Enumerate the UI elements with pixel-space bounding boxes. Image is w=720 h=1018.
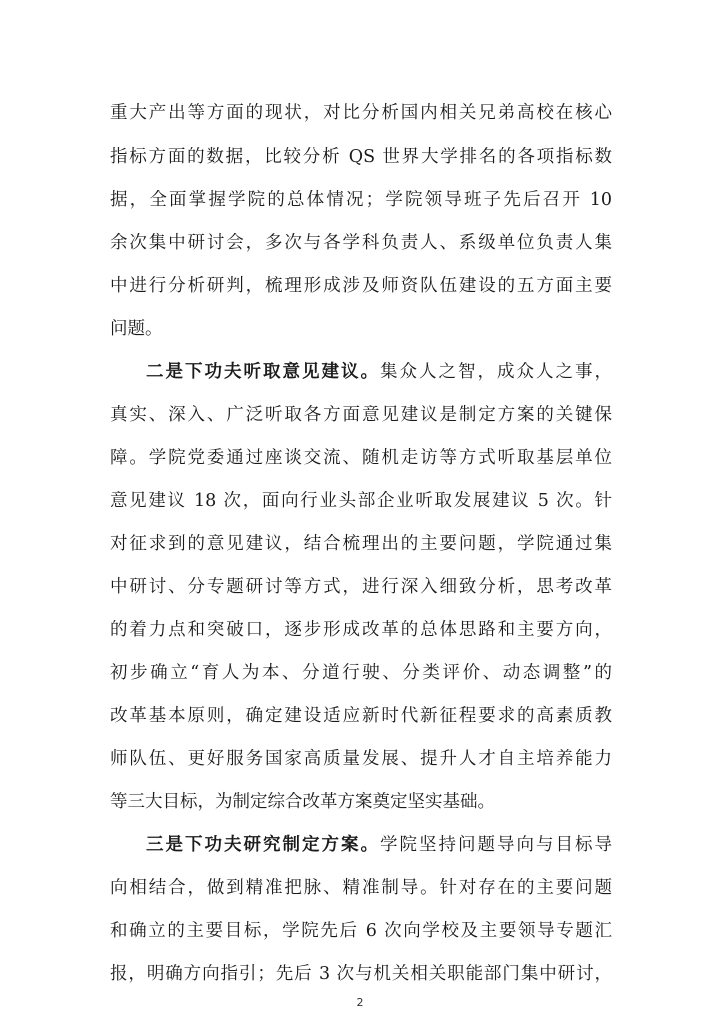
text-line: 报，明确方向指引；先后 3 次与机关相关职能部门集中研讨， xyxy=(110,964,612,984)
text-line: 意见建议 18 次，面向行业头部企业听取发展建议 5 次。针 xyxy=(110,491,612,511)
text-line: 问题。 xyxy=(110,319,163,339)
paragraph-first-line xyxy=(146,359,612,385)
paragraph-heading: 二是下功夫听取意见建议。 xyxy=(146,362,380,382)
paragraph-first-line xyxy=(146,832,612,858)
text-line: 集众人之智，成众人之事， xyxy=(380,362,612,382)
text-line: 和确立的主要目标，学院先后 6 次向学校及主要领导专题汇 xyxy=(110,921,612,941)
text-line: 对征求到的意见建议，结合梳理出的主要问题，学院通过集 xyxy=(110,534,612,554)
text-line: 中进行分析研判，梳理形成涉及师资队伍建设的五方面主要 xyxy=(110,276,612,296)
paragraph-heading: 三是下功夫研究制定方案。 xyxy=(146,835,380,855)
text-line: 据，全面掌握学院的总体情况；学院领导班子先后召开 10 xyxy=(110,190,612,210)
text-line: 障。学院党委通过座谈交流、随机走访等方式听取基层单位 xyxy=(110,448,612,468)
text-line: 等三大目标，为制定综合改革方案奠定坚实基础。 xyxy=(110,792,495,812)
page-number: 2 xyxy=(356,996,364,1009)
text-line: 指标方面的数据，比较分析 QS 世界大学排名的各项指标数 xyxy=(110,147,612,167)
text-line: 师队伍、更好服务国家高质量发展、提升人才自主培养能力 xyxy=(110,749,612,769)
text-line: 学院坚持问题导向与目标导 xyxy=(380,835,612,855)
text-line: 余次集中研讨会，多次与各学科负责人、系级单位负责人集 xyxy=(110,233,612,253)
text-line: 的着力点和突破口，逐步形成改革的总体思路和主要方向， xyxy=(110,620,612,640)
text-line: 中研讨、分专题研讨等方式，进行深入细致分析，思考改革 xyxy=(110,577,612,597)
text-line: 重大产出等方面的现状，对比分析国内相关兄弟高校在核心 xyxy=(110,103,612,123)
text-line: 真实、深入、广泛听取各方面意见建议是制定方案的关键保 xyxy=(110,405,612,425)
text-line: 初步确立“育人为本、分道行驶、分类评价、动态调整”的 xyxy=(110,663,612,683)
text-line: 改革基本原则，确定建设适应新时代新征程要求的高素质教 xyxy=(110,706,612,726)
text-line: 向相结合，做到精准把脉、精准制导。针对存在的主要问题 xyxy=(110,878,612,898)
